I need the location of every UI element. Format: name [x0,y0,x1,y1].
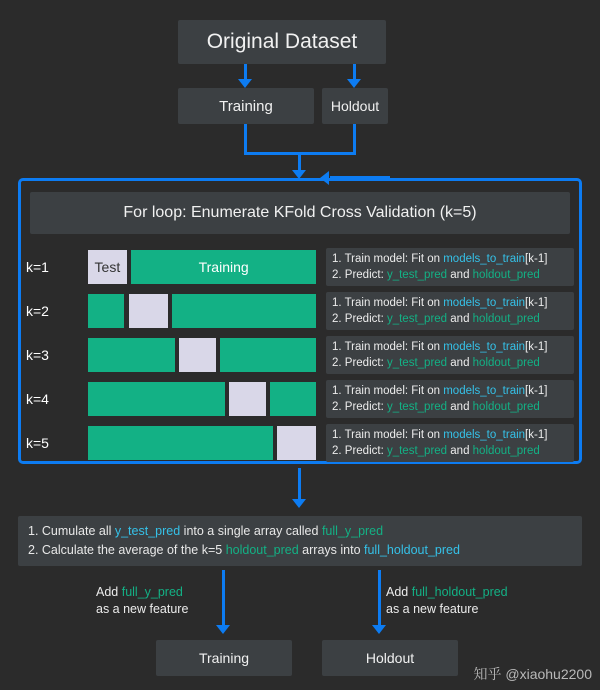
token-y-test-pred: y_test_pred [386,445,448,457]
annotation-left [96,584,266,618]
arrow-to-holdout-bottom-line [378,570,381,626]
token-holdout-pred: holdout_pred [472,313,540,325]
token-holdout-pred: holdout_pred [472,357,540,369]
fold-description [326,424,574,462]
token-models-to-train: models_to_train [443,297,526,309]
fold-bar [88,382,316,416]
annotation-right-line2: as a new feature [386,602,479,616]
fold-train-segment [88,382,225,416]
token-models-to-train: models_to_train [443,385,526,397]
arrow-into-loop-line [298,152,301,172]
loop-back-head [320,171,329,185]
arrow-title-to-training-head [238,79,252,88]
holdout-box-top: Holdout [322,88,388,124]
fold-row [26,292,574,330]
annotation-right-line1: Add full_holdout_pred [386,585,508,599]
token-models-to-train: models_to_train [443,429,526,441]
fold-train-segment [88,338,175,372]
token-y-test-pred: y_test_pred [386,357,448,369]
fold-desc-line1: 1. Train model: Fit on models_to_train[k-1] [332,429,548,441]
annotation-left-line2: as a new feature [96,602,189,616]
token-holdout-pred: holdout_pred [472,401,540,413]
original-dataset-box: Original Dataset [178,20,386,64]
fold-description [326,336,574,374]
fold-desc-line2: 2. Predict: y_test_pred and holdout_pred [332,269,540,281]
fold-row [26,336,574,374]
token-full-y-pred: full_y_pred [121,585,183,599]
fold-desc-line1: 1. Train model: Fit on models_to_train[k-1] [332,341,548,353]
fold-train-segment [88,294,124,328]
fold-label: k=4 [26,391,49,407]
fold-bar [88,338,316,372]
token-holdout-pred: holdout_pred [472,445,540,457]
arrow-title-to-holdout-head [347,79,361,88]
fold-test-segment [229,382,265,416]
token-y-test-pred: y_test_pred [386,269,448,281]
arrow-to-holdout-bottom-head [372,625,386,634]
fold-train-segment [131,250,316,284]
fold-desc-line2: 2. Predict: y_test_pred and holdout_pred [332,357,540,369]
bracket-holdout-stem [353,124,356,154]
fold-train-label: Training [198,259,249,275]
fold-train-segment [270,382,316,416]
fold-bar [88,294,316,328]
loop-header-label: For loop: Enumerate KFold Cross Validation (k=5) [30,192,570,234]
fold-test-label: Test [94,259,121,275]
fold-label: k=3 [26,347,49,363]
loop-back-line [330,176,390,179]
arrow-loop-to-cumulate-line [298,468,301,500]
arrow-to-training-bottom-head [216,625,230,634]
fold-description [326,380,574,418]
fold-test-segment [277,426,316,460]
fold-train-segment [88,426,273,460]
fold-test-segment [88,250,127,284]
arrow-loop-to-cumulate-head [292,499,306,508]
token-y-test-pred: y_test_pred [386,313,448,325]
training-box-bottom: Training [156,640,292,676]
token-y-test-pred: y_test_pred [114,524,181,538]
fold-train-segment [220,338,316,372]
fold-description [326,248,574,286]
token-full-holdout-pred: full_holdout_pred [364,543,460,557]
watermark-label: 知乎 @xiaohu2200 [473,666,592,682]
fold-test-segment [129,294,168,328]
token-models-to-train: models_to_train [443,253,526,265]
cumulate-line2: 2. Calculate the average of the k=5 holdout_pred arrays into full_holdout_pred [28,543,460,557]
fold-bar [88,250,316,284]
token-y-test-pred: y_test_pred [386,401,448,413]
fold-desc-line1: 1. Train model: Fit on models_to_train[k-1] [332,297,548,309]
fold-desc-line2: 2. Predict: y_test_pred and holdout_pred [332,313,540,325]
arrow-title-to-training-line [244,64,247,80]
fold-row [26,380,574,418]
cumulate-line1: 1. Cumulate all y_test_pred into a single array called full_y_pred [28,524,384,538]
bracket-training-stem [244,124,247,154]
arrow-title-to-holdout-line [353,64,356,80]
fold-desc-line1: 1. Train model: Fit on models_to_train[k-1] [332,253,548,265]
fold-bar [88,426,316,460]
fold-train-segment [172,294,316,328]
fold-desc-line1: 1. Train model: Fit on models_to_train[k-1] [332,385,548,397]
token-models-to-train: models_to_train [443,341,526,353]
fold-description [326,292,574,330]
cumulate-panel [18,516,582,566]
fold-row [26,248,574,286]
token-holdout-pred: holdout_pred [472,269,540,281]
fold-label: k=1 [26,259,49,275]
annotation-left-line1: Add full_y_pred [96,585,183,599]
token-full-holdout-pred: full_holdout_pred [411,585,508,599]
fold-label: k=5 [26,435,49,451]
holdout-box-bottom: Holdout [322,640,458,676]
fold-row [26,424,574,462]
token-full-y-pred: full_y_pred [321,524,384,538]
fold-desc-line2: 2. Predict: y_test_pred and holdout_pred [332,445,540,457]
fold-label: k=2 [26,303,49,319]
training-box-top: Training [178,88,314,124]
fold-desc-line2: 2. Predict: y_test_pred and holdout_pred [332,401,540,413]
annotation-right [386,584,576,618]
fold-test-segment [179,338,215,372]
token-holdout-pred: holdout_pred [225,543,299,557]
